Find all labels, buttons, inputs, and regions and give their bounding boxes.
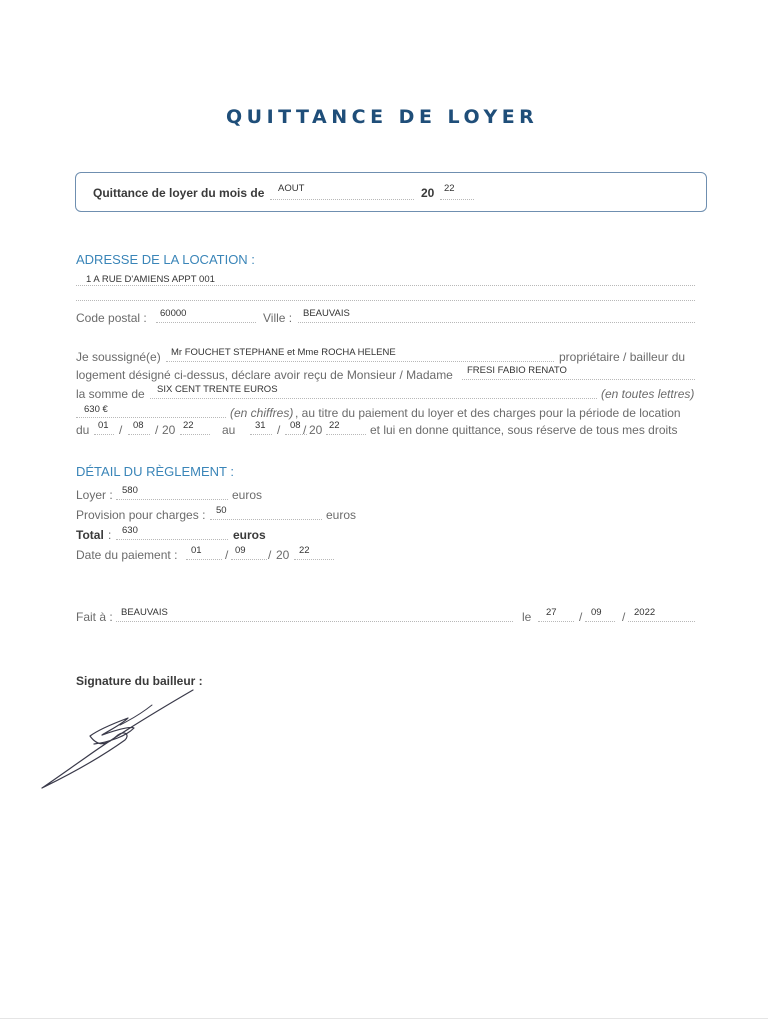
address-dots-1 xyxy=(76,285,695,286)
decl-text-2: propriétaire / bailleur du xyxy=(559,350,686,364)
made-year-dots xyxy=(628,621,695,622)
made-year[interactable]: 2022 xyxy=(634,607,656,618)
slash: / xyxy=(268,548,272,562)
year-dots xyxy=(440,199,474,200)
pay-year-dots xyxy=(294,559,334,560)
made-day-dots xyxy=(538,621,574,622)
year-prefix: 20 xyxy=(421,186,435,200)
year-suffix[interactable]: 22 xyxy=(444,183,455,194)
owner-names[interactable]: Mr FOUCHET STEPHANE et Mme ROCHA HELENE xyxy=(171,347,396,358)
pay-day[interactable]: 01 xyxy=(191,545,202,556)
made-label: Fait à : xyxy=(76,610,113,624)
made-place-dots xyxy=(116,621,513,622)
charges-unit: euros xyxy=(326,508,357,522)
month-dots xyxy=(270,199,414,200)
signature-label: Signature du bailleur : xyxy=(76,674,203,688)
decl-text-6: (en chiffres) xyxy=(230,406,294,420)
pay-year-suffix[interactable]: 22 xyxy=(299,545,310,556)
made-day[interactable]: 27 xyxy=(546,607,557,618)
charges-label: Provision pour charges : xyxy=(76,508,206,522)
city-value[interactable]: BEAUVAIS xyxy=(303,308,350,319)
rent-unit: euros xyxy=(232,488,263,502)
charges-dots xyxy=(210,519,322,520)
rent-label: Loyer : xyxy=(76,488,113,502)
rent-value[interactable]: 580 xyxy=(122,485,138,496)
made-month[interactable]: 09 xyxy=(591,607,602,618)
postal-label: Code postal : xyxy=(76,311,147,325)
made-place[interactable]: BEAUVAIS xyxy=(121,607,168,618)
tenant-name[interactable]: FRESI FABIO RENATO xyxy=(467,365,567,376)
decl-text-5: (en toutes lettres) xyxy=(601,387,695,401)
postal-value[interactable]: 60000 xyxy=(160,308,187,319)
total-colon: : xyxy=(108,528,112,542)
to-day[interactable]: 31 xyxy=(255,420,266,431)
pay-date-label: Date du paiement : xyxy=(76,548,178,562)
owner-dots xyxy=(166,361,554,362)
city-label: Ville : xyxy=(263,311,293,325)
slash: / xyxy=(303,423,307,437)
total-unit: euros xyxy=(233,528,266,542)
charges-value[interactable]: 50 xyxy=(216,505,227,516)
to-year-prefix: 20 xyxy=(309,423,323,437)
slash: / xyxy=(277,423,281,437)
sum-letters[interactable]: SIX CENT TRENTE EUROS xyxy=(157,384,278,395)
from-day[interactable]: 01 xyxy=(98,420,109,431)
total-label: Total xyxy=(76,528,104,542)
decl-text-1: Je soussigné(e) xyxy=(76,350,161,364)
to-year-suffix[interactable]: 22 xyxy=(329,420,340,431)
sum-figures[interactable]: 630 € xyxy=(84,404,108,415)
from-month-dots xyxy=(128,434,150,435)
total-value[interactable]: 630 xyxy=(122,525,138,536)
from-month[interactable]: 08 xyxy=(133,420,144,431)
slash: / xyxy=(579,610,583,624)
made-le: le xyxy=(522,610,532,624)
decl-text-4: la somme de xyxy=(76,387,145,401)
period-du: du xyxy=(76,423,90,437)
month-label: Quittance de loyer du mois de xyxy=(93,186,265,200)
city-dots xyxy=(298,322,695,323)
to-day-dots xyxy=(250,434,272,435)
period-au: au xyxy=(222,423,236,437)
page-title: QUITTANCE DE LOYER xyxy=(226,106,539,128)
pay-day-dots xyxy=(186,559,222,560)
slash: / xyxy=(119,423,123,437)
detail-heading: DÉTAIL DU RÈGLEMENT : xyxy=(76,464,234,479)
total-dots xyxy=(116,539,228,540)
decl-text-3: logement désigné ci-dessus, déclare avoir reçu de Monsieur / Madame xyxy=(76,368,453,382)
pay-month[interactable]: 09 xyxy=(235,545,246,556)
sum-letters-dots xyxy=(150,398,597,399)
slash: / xyxy=(622,610,626,624)
pay-year-prefix: 20 xyxy=(276,548,290,562)
address-line[interactable]: 1 A RUE D'AMIENS APPT 001 xyxy=(86,274,215,285)
made-month-dots xyxy=(585,621,615,622)
pay-month-dots xyxy=(231,559,267,560)
rent-dots xyxy=(116,499,228,500)
from-year-dots xyxy=(180,434,210,435)
sum-figures-dots xyxy=(76,417,226,418)
from-year-suffix[interactable]: 22 xyxy=(183,420,194,431)
slash: / xyxy=(225,548,229,562)
from-year-prefix: 20 xyxy=(162,423,176,437)
decl-text-8: et lui en donne quittance, sous réserve de tous mes droits xyxy=(370,423,678,437)
address-heading: ADRESSE DE LA LOCATION : xyxy=(76,252,255,267)
month-value[interactable]: AOUT xyxy=(278,183,305,194)
decl-text-7: , au titre du paiement du loyer et des charges pour la période de location xyxy=(295,406,681,420)
tenant-dots xyxy=(462,379,695,380)
slash: / xyxy=(155,423,159,437)
signature xyxy=(30,680,210,805)
address-dots-2 xyxy=(76,300,695,301)
to-year-dots xyxy=(326,434,366,435)
postal-dots xyxy=(156,322,256,323)
from-day-dots xyxy=(94,434,114,435)
page-bottom-line xyxy=(0,1018,768,1019)
to-month[interactable]: 08 xyxy=(290,420,301,431)
